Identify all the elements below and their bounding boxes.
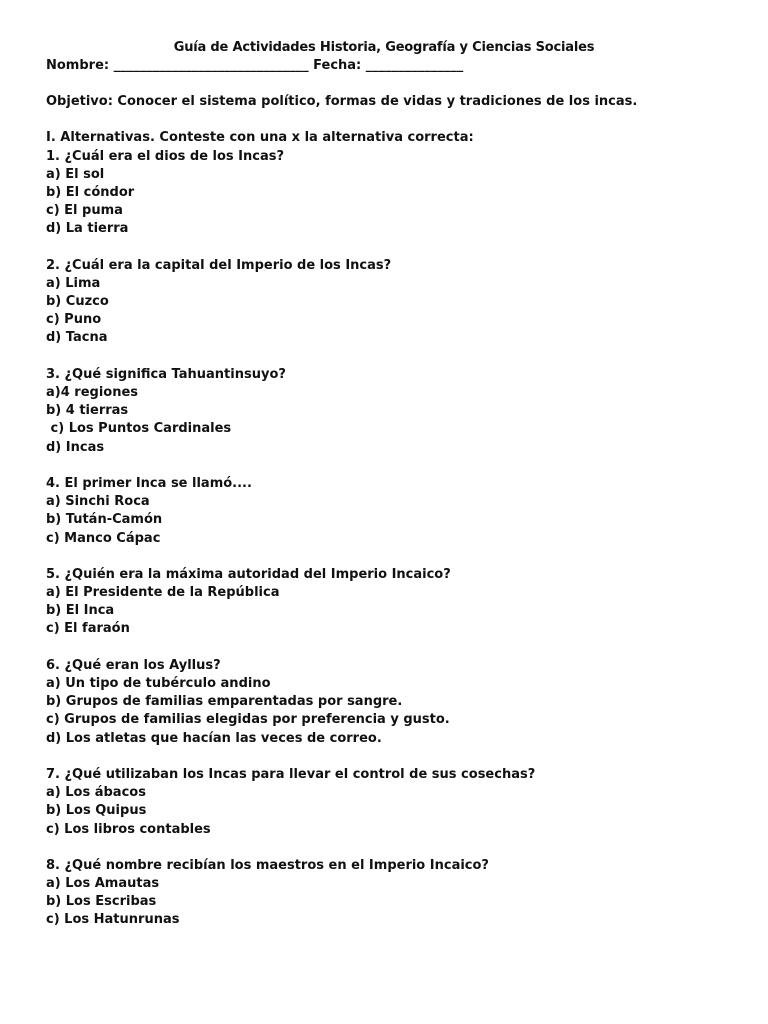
- answer-option: a) Un tipo de tubérculo andino: [46, 676, 271, 691]
- answer-option: a) Lima: [46, 275, 101, 291]
- answer-option: d) Los atletas que hacían las veces de correo.: [46, 730, 382, 746]
- answer-option: c) Los Puntos Cardinales: [46, 421, 232, 437]
- question-text: 2. ¿Cuál era la capital del Imperio de los Incas?: [46, 257, 392, 273]
- fecha-blank: _______________: [365, 58, 464, 73]
- answer-option: c) Puno: [46, 312, 102, 328]
- answer-option: d) Tacna: [46, 330, 108, 346]
- answer-option: c) Manco Cápac: [46, 530, 161, 546]
- answer-option: b) 4 tierras: [46, 403, 129, 419]
- answer-option: d) La tierra: [46, 221, 129, 237]
- page-title: Guía de Actividades Historia, Geografía y Ciencias Sociales: [173, 40, 595, 55]
- answer-option: b) Grupos de familias emparentadas por sangre.: [46, 694, 403, 710]
- nombre-label: Nombre:: [46, 58, 110, 73]
- answer-option: c) Grupos de familias elegidas por preferencia y gusto.: [46, 712, 450, 728]
- questions-list: [46, 148, 738, 930]
- question-block: [46, 148, 738, 239]
- answer-option: b) Cuzco: [46, 294, 109, 310]
- name-date-row: [46, 57, 463, 75]
- answer-option: a) El Presidente de la República: [46, 585, 280, 601]
- question-text: 4. El primer Inca se llamó....: [46, 475, 252, 491]
- answer-option: a) Los ábacos: [46, 785, 146, 801]
- answer-option: a) Sinchi Roca: [46, 494, 150, 510]
- answer-option: b) Tután-Camón: [46, 512, 163, 528]
- objective-text: Objetivo: Conocer el sistema político, formas de vidas y tradiciones de los incas.: [46, 94, 638, 109]
- question-block: [46, 475, 738, 548]
- question-block: [46, 857, 738, 930]
- question-text: 6. ¿Qué eran los Ayllus?: [46, 657, 221, 673]
- question-block: [46, 657, 738, 748]
- question-text: 1. ¿Cuál era el dios de los Incas?: [46, 148, 285, 164]
- question-block: [46, 366, 738, 457]
- answer-option: b) El Inca: [46, 603, 115, 619]
- question-block: [46, 257, 738, 348]
- answer-option: c) El puma: [46, 203, 123, 219]
- answer-option: b) Los Escribas: [46, 894, 157, 910]
- question-block: [46, 566, 738, 639]
- answer-option: b) Los Quipus: [46, 803, 147, 819]
- answer-option: c) El faraón: [46, 621, 130, 637]
- question-text: 7. ¿Qué utilizaban los Incas para llevar el control de sus cosechas?: [46, 766, 536, 782]
- question-text: 3. ¿Qué significa Tahuantinsuyo?: [46, 366, 286, 382]
- question-block: [46, 766, 738, 839]
- nombre-blank: ______________________________: [113, 58, 309, 73]
- answer-option: a) El sol: [46, 166, 105, 182]
- question-text: 5. ¿Quién era la máxima autoridad del Imperio Incaico?: [46, 566, 451, 582]
- answer-option: a) Los Amautas: [46, 876, 160, 892]
- answer-option: c) Los libros contables: [46, 821, 211, 837]
- answer-option: b) El cóndor: [46, 184, 135, 200]
- answer-option: a)4 regiones: [46, 385, 139, 400]
- question-text: 8. ¿Qué nombre recibían los maestros en el Imperio Incaico?: [46, 857, 489, 873]
- worksheet-content: [46, 93, 738, 930]
- fecha-label: Fecha:: [313, 58, 362, 73]
- section-title: I. Alternativas. Conteste con una x la alternativa correcta:: [46, 130, 474, 146]
- answer-option: d) Incas: [46, 439, 105, 455]
- answer-option: c) Los Hatunrunas: [46, 912, 180, 928]
